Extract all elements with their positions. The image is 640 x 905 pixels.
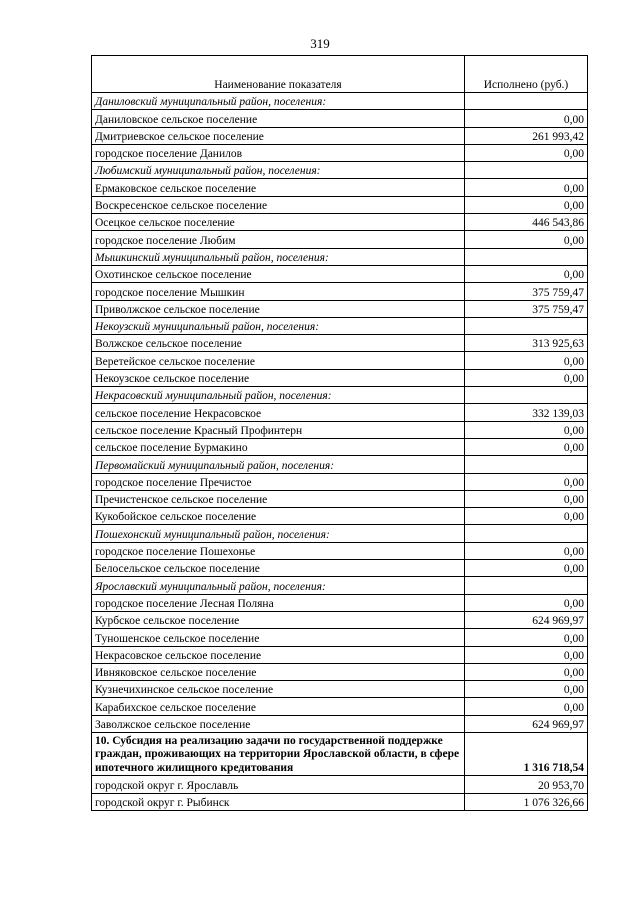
row-value [465, 387, 588, 404]
row-value: 0,00 [465, 110, 588, 127]
row-name: Первомайский муниципальный район, поселения: [92, 456, 465, 473]
report-table [91, 55, 588, 811]
table-row [92, 404, 588, 421]
row-name: Белосельское сельское поселение [92, 560, 465, 577]
table-row [92, 542, 588, 559]
row-value: 1 076 326,66 [465, 793, 588, 810]
row-value: 0,00 [465, 663, 588, 680]
header-name: Наименование показателя [92, 56, 465, 93]
table-header [92, 56, 588, 93]
row-name: Даниловское сельское поселение [92, 110, 465, 127]
group-row [92, 387, 588, 404]
row-name: городское поселение Лесная Поляна [92, 594, 465, 611]
row-value [465, 248, 588, 265]
row-name: Пречистенское сельское поселение [92, 490, 465, 507]
row-name: городское поселение Пречистое [92, 473, 465, 490]
row-value [465, 162, 588, 179]
row-value: 313 925,63 [465, 335, 588, 352]
row-name: Даниловский муниципальный район, поселения: [92, 93, 465, 110]
row-value [465, 525, 588, 542]
table-row [92, 335, 588, 352]
table-row [92, 127, 588, 144]
row-name: Некрасовское сельское поселение [92, 646, 465, 663]
group-row [92, 317, 588, 334]
table-row [92, 179, 588, 196]
row-name: Любимский муниципальный район, поселения: [92, 162, 465, 179]
row-value: 624 969,97 [465, 611, 588, 628]
table-row [92, 629, 588, 646]
table-row [92, 776, 588, 793]
row-name: Дмитриевское сельское поселение [92, 127, 465, 144]
table-row [92, 793, 588, 810]
row-name: городское поселение Данилов [92, 144, 465, 161]
table-row [92, 196, 588, 213]
table-row [92, 646, 588, 663]
row-name: Пошехонский муниципальный район, поселения: [92, 525, 465, 542]
row-name: Охотинское сельское поселение [92, 265, 465, 282]
table-row [92, 110, 588, 127]
row-name: городской округ г. Рыбинск [92, 793, 465, 810]
row-value [465, 93, 588, 110]
group-row [92, 93, 588, 110]
table-row [92, 508, 588, 525]
row-value: 0,00 [465, 629, 588, 646]
row-name: Заволжское сельское поселение [92, 715, 465, 732]
row-value: 0,00 [465, 352, 588, 369]
row-name: Туношенское сельское поселение [92, 629, 465, 646]
table-row [92, 421, 588, 438]
row-value: 0,00 [465, 490, 588, 507]
group-row [92, 162, 588, 179]
row-name: сельское поселение Некрасовское [92, 404, 465, 421]
row-value: 0,00 [465, 231, 588, 248]
row-name: городское поселение Любим [92, 231, 465, 248]
table-row [92, 438, 588, 455]
row-name: Осецкое сельское поселение [92, 214, 465, 231]
row-name: 10. Субсидия на реализацию задачи по государственной поддержке граждан, проживающих на территории Ярославской области, в сфере ипотечного жилищного кредитования [92, 732, 465, 776]
row-name: Курбское сельское поселение [92, 611, 465, 628]
table-row [92, 369, 588, 386]
table-row [92, 300, 588, 317]
header-value: Исполнено (руб.) [465, 56, 588, 93]
table-row [92, 715, 588, 732]
row-value: 0,00 [465, 265, 588, 282]
table-row [92, 473, 588, 490]
table-row [92, 283, 588, 300]
table-row [92, 560, 588, 577]
row-value: 0,00 [465, 698, 588, 715]
row-name: городское поселение Мышкин [92, 283, 465, 300]
row-value: 0,00 [465, 542, 588, 559]
row-name: Кузнечихинское сельское поселение [92, 681, 465, 698]
row-name: сельское поселение Красный Профинтерн [92, 421, 465, 438]
row-name: Некоузское сельское поселение [92, 369, 465, 386]
row-name: Волжское сельское поселение [92, 335, 465, 352]
row-name: Некрасовский муниципальный район, поселения: [92, 387, 465, 404]
row-name: Ермаковское сельское поселение [92, 179, 465, 196]
table-row [92, 698, 588, 715]
row-name: городское поселение Пошехонье [92, 542, 465, 559]
row-value: 1 316 718,54 [465, 732, 588, 776]
table-row [92, 490, 588, 507]
row-name: Воскресенское сельское поселение [92, 196, 465, 213]
group-row [92, 525, 588, 542]
row-value: 375 759,47 [465, 283, 588, 300]
row-name: Кукобойское сельское поселение [92, 508, 465, 525]
row-name: Некоузский муниципальный район, поселения: [92, 317, 465, 334]
row-value: 0,00 [465, 369, 588, 386]
row-value: 0,00 [465, 438, 588, 455]
row-name: Приволжское сельское поселение [92, 300, 465, 317]
table-row [92, 231, 588, 248]
row-value: 0,00 [465, 179, 588, 196]
row-name: городской округ г. Ярославль [92, 776, 465, 793]
row-name: Мышкинский муниципальный район, поселения: [92, 248, 465, 265]
row-value: 332 139,03 [465, 404, 588, 421]
row-value: 446 543,86 [465, 214, 588, 231]
row-name: Карабихское сельское поселение [92, 698, 465, 715]
table-row [92, 663, 588, 680]
table-row [92, 214, 588, 231]
table-body [92, 93, 588, 811]
table-row [92, 144, 588, 161]
row-value: 261 993,42 [465, 127, 588, 144]
page-number: 319 [310, 36, 330, 51]
row-value: 0,00 [465, 196, 588, 213]
row-value: 0,00 [465, 508, 588, 525]
row-name: сельское поселение Бурмакино [92, 438, 465, 455]
row-value: 0,00 [465, 144, 588, 161]
row-value [465, 577, 588, 594]
group-row [92, 248, 588, 265]
table-row [92, 611, 588, 628]
row-value [465, 317, 588, 334]
row-value: 20 953,70 [465, 776, 588, 793]
section-total-row [92, 732, 588, 776]
row-value: 375 759,47 [465, 300, 588, 317]
row-value: 0,00 [465, 473, 588, 490]
row-name: Веретейское сельское поселение [92, 352, 465, 369]
table-row [92, 265, 588, 282]
row-value: 0,00 [465, 646, 588, 663]
row-value: 0,00 [465, 560, 588, 577]
table-row [92, 352, 588, 369]
table-row [92, 681, 588, 698]
row-value: 0,00 [465, 681, 588, 698]
group-row [92, 456, 588, 473]
row-value [465, 456, 588, 473]
row-value: 0,00 [465, 421, 588, 438]
row-value: 624 969,97 [465, 715, 588, 732]
table-row [92, 594, 588, 611]
row-name: Ивняковское сельское поселение [92, 663, 465, 680]
row-value: 0,00 [465, 594, 588, 611]
row-name: Ярославский муниципальный район, поселения: [92, 577, 465, 594]
group-row [92, 577, 588, 594]
